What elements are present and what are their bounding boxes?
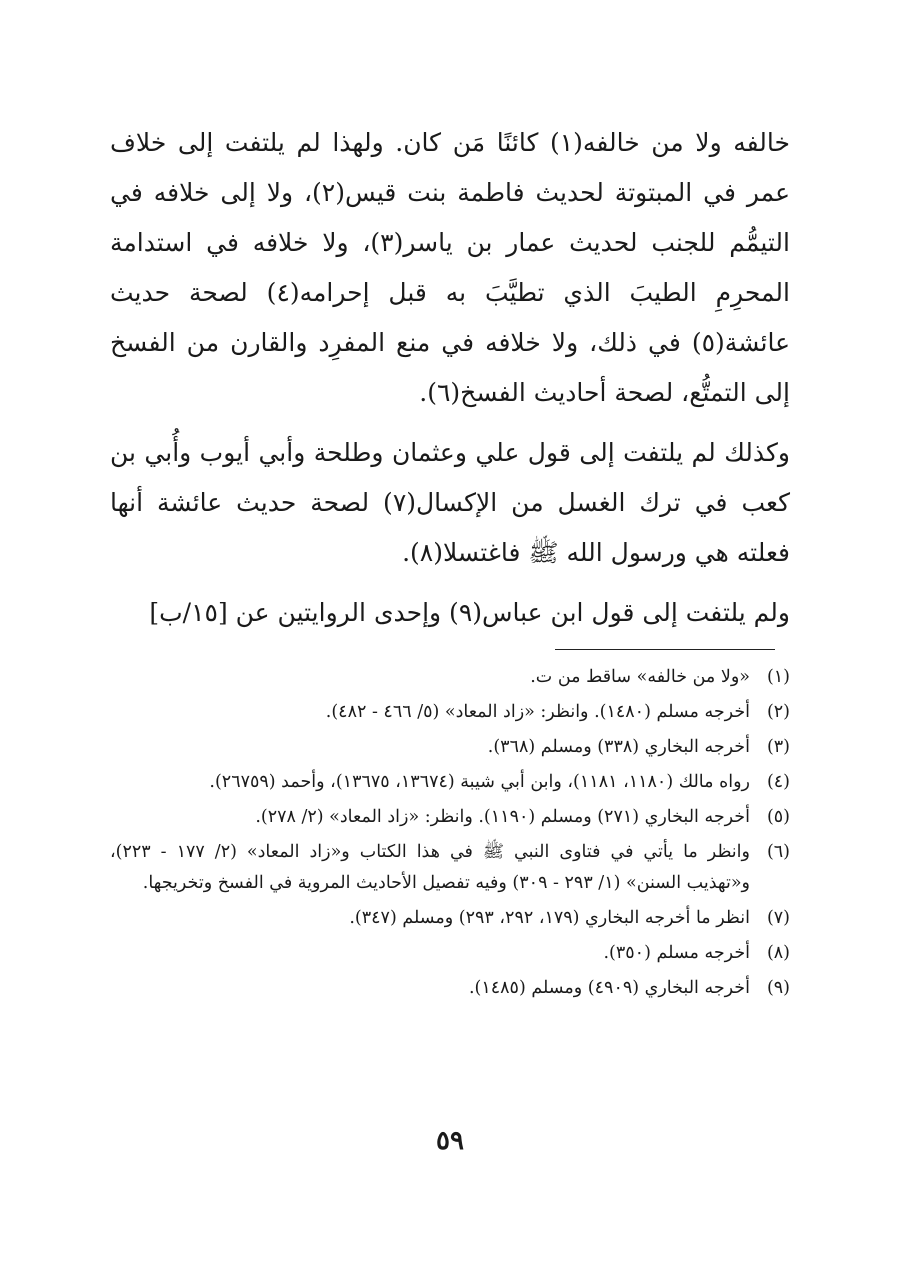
footnote-item: [110, 837, 790, 899]
footnote-text: أخرجه مسلم (٣٥٠).: [603, 943, 750, 963]
footnote-item: [110, 732, 790, 763]
paragraph: ولم يلتفت إلى قول ابن عباس(٩) وإحدى الروايتين عن [١٥/ب]: [149, 598, 790, 627]
footnote-text: «ولا من خالفه» ساقط من ت.: [530, 667, 750, 687]
paragraph: وكذلك لم يلتفت إلى قول علي وعثمان وطلحة وأبي أيوب وأُبي بن كعب في ترك الغسل من الإكسال(٧) لصحة حديث عائشة أنها فعلته هي ورسول الله ﷺ فاغتسلا(٨).: [110, 438, 790, 567]
footnote-text: أخرجه مسلم (١٤٨٠). وانظر: «زاد المعاد» (٥/ ٤٦٦ - ٤٨٢).: [325, 702, 750, 722]
footnote-number: (٥): [766, 807, 790, 827]
footnote-item: [110, 802, 790, 833]
footnote-number: (٢): [766, 702, 790, 722]
footnote-number: (٩): [766, 978, 790, 998]
footnote-number: (٤): [766, 772, 790, 792]
main-text: [110, 118, 790, 638]
footnote-number: (٦): [766, 842, 790, 862]
footnote-text: أخرجه البخاري (٤٩٠٩) ومسلم (١٤٨٥).: [468, 978, 750, 998]
footnote-text: أخرجه البخاري (٣٣٨) ومسلم (٣٦٨).: [487, 737, 750, 757]
footnote-text: انظر ما أخرجه البخاري (١٧٩، ٢٩٢، ٢٩٣) ومسلم (٣٤٧).: [349, 908, 750, 928]
footnote-item: [110, 973, 790, 1004]
footnote-number: (٨): [766, 943, 790, 963]
footnote-item: [110, 903, 790, 934]
footnote-item: [110, 938, 790, 969]
footnote-number: (١): [766, 667, 790, 687]
footnote-number: (٣): [766, 737, 790, 757]
footnote-divider: [555, 649, 775, 650]
footnote-text: رواه مالك (١١٨٠، ١١٨١)، وابن أبي شيبة (١٣٦٧٤، ١٣٦٧٥)، وأحمد (٢٦٧٥٩).: [209, 772, 750, 792]
footnote-item: [110, 697, 790, 728]
paragraph: خالفه ولا من خالفه(١) كائنًا مَن كان. ولهذا لم يلتفت إلى خلاف عمر في المبتوتة لحديث فاطمة بنت قيس(٢)، ولا إلى خلافه في التيمُّم للجنب لحديث عمار بن ياسر(٣)، ولا خلافه في استدامة المحرِمِ الطيبَ الذي تطيَّبَ به قبل إحرامه(٤) لصحة حديث عائشة(٥) في ذلك، ولا خلافه في منع المفرِد والقارن من الفسخ إلى التمتُّع، لصحة أحاديث الفسخ(٦).: [110, 128, 790, 407]
footnote-text: أخرجه البخاري (٢٧١) ومسلم (١١٩٠). وانظر: «زاد المعاد» (٢/ ٢٧٨).: [255, 807, 750, 827]
footnote-text: وانظر ما يأتي في فتاوى النبي ﷺ في هذا الكتاب و«زاد المعاد» (٢/ ١٧٧ - ٢٢٣)، و«تهذيب السنن» (١/ ٢٩٣ - ٣٠٩) وفيه تفصيل الأحاديث المروية في الفسخ وتخريجها.: [110, 842, 750, 893]
footnotes: [110, 662, 790, 1008]
footnote-item: [110, 662, 790, 693]
footnote-item: [110, 767, 790, 798]
page-number: ٥٩: [436, 1126, 464, 1156]
footnote-number: (٧): [766, 908, 790, 928]
